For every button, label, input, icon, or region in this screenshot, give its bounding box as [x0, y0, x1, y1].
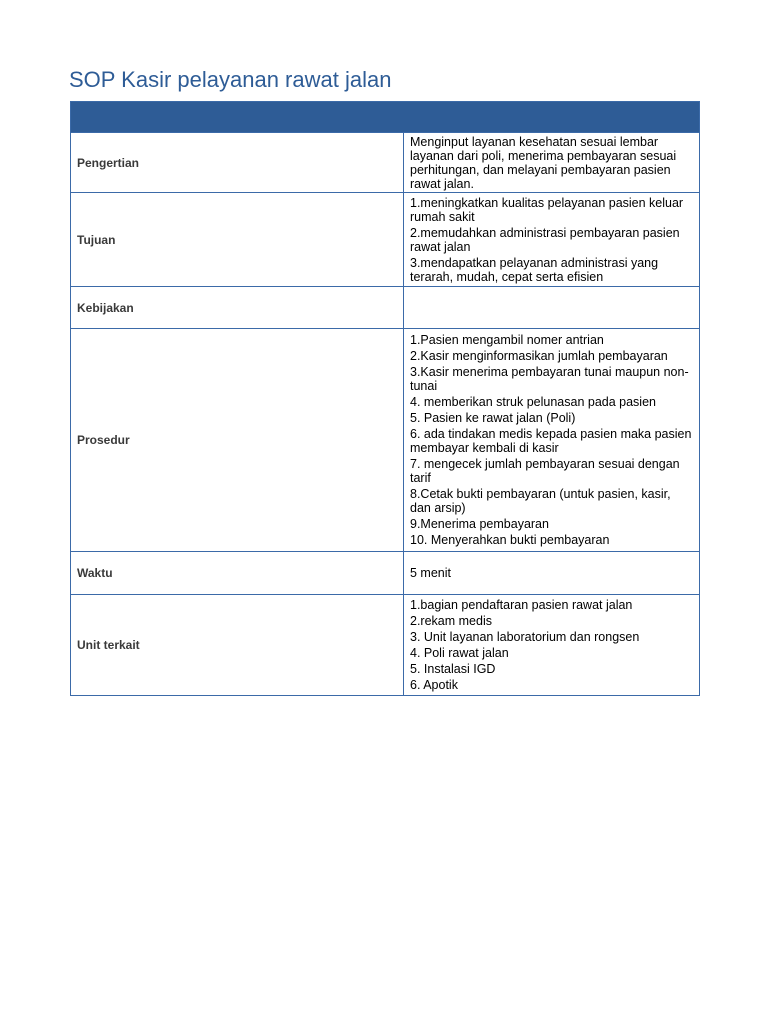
list-item: 5. Pasien ke rawat jalan (Poli) [410, 411, 576, 425]
content-pengertian: Menginput layanan kesehatan sesuai lembar layanan dari poli, menerima pembayaran sesuai perhitungan, dan melayani pembayaran pasien rawat jalan. [404, 133, 700, 193]
row-kebijakan [71, 287, 700, 329]
list-item: 1.Pasien mengambil nomer antrian [410, 333, 604, 347]
list-item: 6. ada tindakan medis kepada pasien maka pasien membayar kembali di kasir [410, 427, 692, 455]
row-unit-terkait [71, 595, 700, 696]
label-kebijakan: Kebijakan [71, 287, 404, 329]
list-item: 5. Instalasi IGD [410, 662, 496, 676]
list-item: 1.bagian pendaftaran pasien rawat jalan [410, 598, 633, 612]
row-waktu [71, 552, 700, 595]
content-waktu: 5 menit [404, 552, 700, 595]
list-item: 2.memudahkan administrasi pembayaran pasien rawat jalan [410, 225, 680, 254]
list-item: 3.Kasir menerima pembayaran tunai maupun non-tunai [410, 365, 689, 393]
row-pengertian [71, 133, 700, 193]
list-item: 2.rekam medis [410, 614, 492, 628]
list-item: 4. memberikan struk pelunasan pada pasien [410, 395, 656, 409]
content-unit-terkait [404, 595, 700, 696]
label-unit-terkait: Unit terkait [71, 595, 404, 696]
label-prosedur: Prosedur [71, 329, 404, 552]
list-item: 2.Kasir menginformasikan jumlah pembayaran [410, 349, 668, 363]
list-item: 1.meningkatkan kualitas pelayanan pasien keluar rumah sakit [410, 195, 684, 224]
content-prosedur [404, 329, 700, 552]
list-item: 10. Menyerahkan bukti pembayaran [410, 533, 610, 547]
label-waktu: Waktu [71, 552, 404, 595]
content-tujuan [404, 193, 700, 287]
list-item: 3.mendapatkan pelayanan administrasi yang terarah, mudah, cepat serta efisien [410, 255, 659, 284]
row-tujuan [71, 193, 700, 287]
list-item: 3. Unit layanan laboratorium dan rongsen [410, 630, 640, 644]
list-item: 8.Cetak bukti pembayaran (untuk pasien, kasir, dan arsip) [410, 487, 671, 515]
list-item: 4. Poli rawat jalan [410, 646, 509, 660]
table-header-row [71, 102, 700, 133]
row-prosedur [71, 329, 700, 552]
table-header-bar [71, 102, 700, 133]
list-item: 7. mengecek jumlah pembayaran sesuai dengan tarif [410, 457, 680, 485]
page-title: SOP Kasir pelayanan rawat jalan [69, 67, 392, 92]
label-tujuan: Tujuan [71, 193, 404, 287]
list-item: 9.Menerima pembayaran [410, 517, 549, 531]
sop-table [70, 101, 700, 696]
list-item: 6. Apotik [410, 678, 458, 692]
label-pengertian: Pengertian [71, 133, 404, 193]
content-kebijakan [404, 287, 700, 329]
